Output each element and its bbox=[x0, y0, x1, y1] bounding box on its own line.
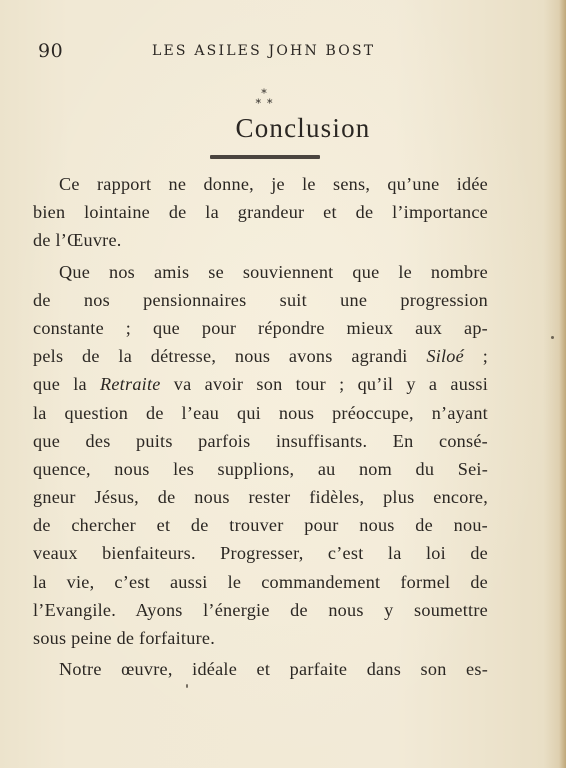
section-title: Conclusion bbox=[235, 113, 371, 143]
body-text bbox=[33, 170, 488, 683]
text-line: veaux bienfaiteurs. Progresser, c’est la loi de bbox=[33, 543, 488, 564]
italic-name-retraite: Retraite bbox=[100, 374, 161, 395]
text-line: Notre œuvre, idéale et parfaite dans son es- bbox=[59, 659, 488, 680]
text-line bbox=[33, 370, 488, 398]
text-line: que des puits parfois insuffisants. En consé- bbox=[33, 430, 488, 451]
running-head: LES ASILES JOHN BOST bbox=[152, 43, 376, 59]
text-line: de l’Œuvre. bbox=[33, 230, 122, 251]
asterism-top: * bbox=[261, 87, 267, 100]
asterism-right: * bbox=[267, 97, 273, 110]
text-line: bien lointaine de la grandeur et de l’importance bbox=[33, 202, 488, 223]
text-line: la vie, c’est aussi le commandement formel de bbox=[33, 571, 488, 592]
text-line: constante ; que pour répondre mieux aux ap- bbox=[33, 317, 488, 338]
paper-speck bbox=[551, 336, 554, 339]
italic-name-siloe: Siloé bbox=[426, 346, 464, 367]
text-segment: pels de la détresse, nous avons agrandi bbox=[33, 346, 427, 367]
text-segment: que la bbox=[33, 374, 100, 395]
paper-speck bbox=[186, 684, 188, 688]
page-header bbox=[0, 40, 566, 64]
text-line: l’Evangile. Ayons l’énergie de nous y soumettre bbox=[33, 599, 488, 620]
text-line: quence, nous les supplions, au nom du Sei- bbox=[33, 458, 488, 479]
page-number: 90 bbox=[38, 40, 64, 62]
title-rule bbox=[210, 155, 320, 159]
text-line: Que nos amis se souviennent que le nombre bbox=[59, 261, 488, 282]
text-line: Ce rapport ne donne, je le sens, qu’une idée bbox=[59, 174, 488, 194]
text-line: la question de l’eau qui nous préoccupe, n’ayant bbox=[33, 402, 488, 423]
text-line: de chercher et de trouver pour nous de nou- bbox=[33, 515, 488, 536]
text-segment: va avoir son tour ; qu’il y a aussi bbox=[160, 374, 488, 395]
text-line bbox=[33, 342, 488, 370]
text-line: gneur Jésus, de nous rester fidèles, plus encore, bbox=[33, 487, 488, 508]
text-segment: ; bbox=[463, 346, 488, 367]
text-line: de nos pensionnaires suit une progression bbox=[33, 289, 488, 310]
text-line: sous peine de forfaiture. bbox=[33, 628, 215, 648]
asterism-left: * bbox=[255, 97, 261, 110]
